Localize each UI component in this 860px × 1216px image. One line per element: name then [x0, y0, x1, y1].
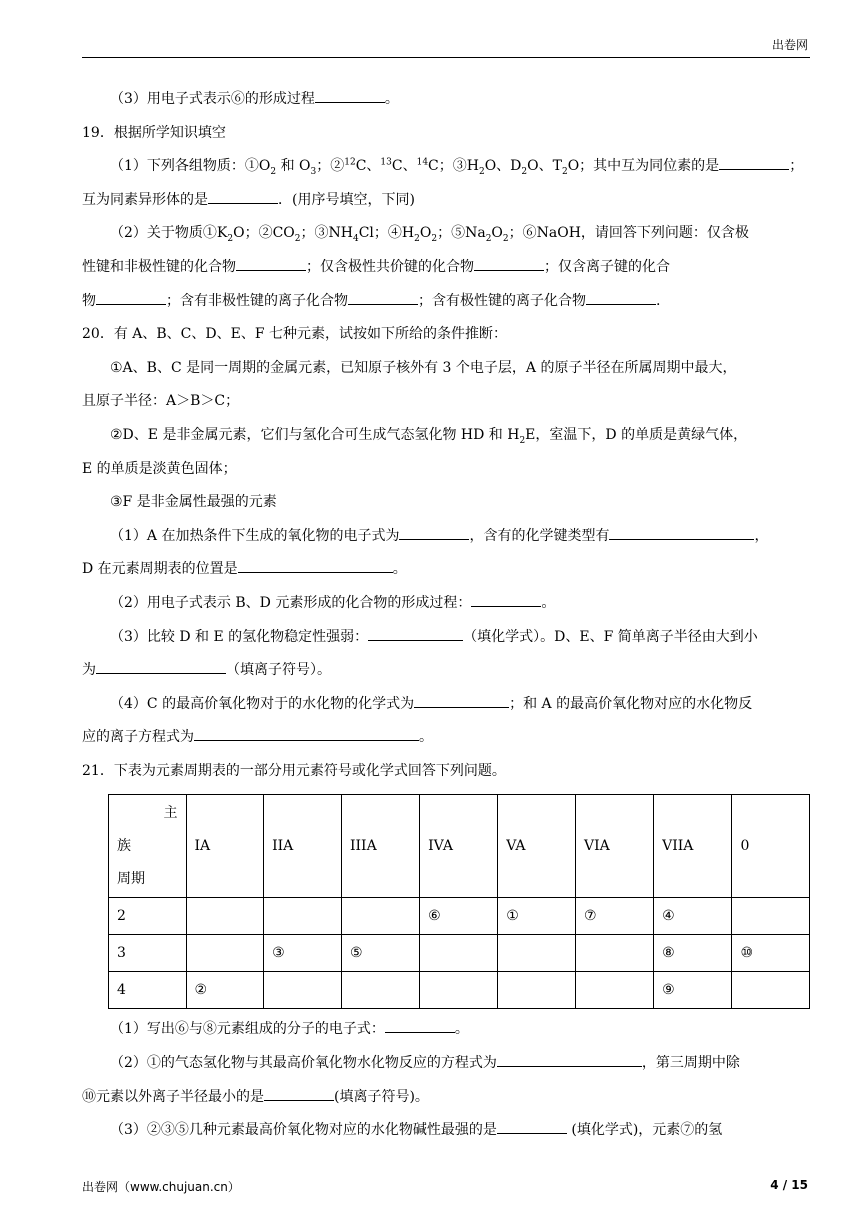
- q21-part3: （3）②③⑤几种元素最高价氧化物对应的水化物碱性最强的是 (填化学式)，元素⑦的氢: [82, 1114, 810, 1148]
- q20-part4: （4）C 的最高价氧化物对于的水化物的化学式为 ；和 A 的最高价氧化物对应的水化物反 应的离子方程式为 。: [82, 688, 810, 755]
- period-cell: 3: [109, 935, 187, 972]
- q20-part1: （1）A 在加热条件下生成的氧化物的电子式为 ，含有的化学键类型有 ， D 在元素周期表的位置是 。: [82, 520, 810, 587]
- answer-blank[interactable]: [497, 1050, 642, 1067]
- element-cell: ⑧: [654, 935, 732, 972]
- element-cell: ⑩: [732, 935, 810, 972]
- element-cell: [420, 972, 498, 1009]
- answer-blank[interactable]: [315, 86, 385, 103]
- element-cell: ④: [654, 898, 732, 935]
- group-header: IIA: [264, 795, 342, 898]
- q20-title: 20．有 A、B、C、D、E、F 七种元素，试按如下所给的条件推断：: [82, 326, 507, 343]
- header-divider: [82, 57, 810, 58]
- answer-blank[interactable]: [348, 288, 418, 305]
- group-header: VIIA: [654, 795, 732, 898]
- answer-blank-allotrope[interactable]: [208, 187, 278, 204]
- element-cell: [186, 898, 264, 935]
- answer-blank[interactable]: [368, 624, 463, 641]
- answer-blank[interactable]: [399, 523, 469, 540]
- answer-blank[interactable]: [194, 724, 419, 741]
- element-cell: ⑥: [420, 898, 498, 935]
- group-header: IIIA: [341, 795, 419, 898]
- page-number: 4 / 15: [770, 1178, 808, 1192]
- header-brand: 出卷网: [771, 38, 808, 52]
- element-cell: [264, 972, 342, 1009]
- group-header: VA: [498, 795, 576, 898]
- answer-blank[interactable]: [609, 523, 754, 540]
- q21-part2: （2）①的气态氢化物与其最高价氧化物水化物反应的方程式为 ，第三周期中除 ⑩元素以外离子半径最小的是 (填离子符号)。: [82, 1047, 810, 1114]
- q19-part2: （2）关于物质$①K_2O$；$②CO_2$；$③NH_4Cl$；$④H_2O_2$；$⑤Na_2O_2$；⑥NaOH，请回答下列问题：仅含极 性键和非极性键的化合物 ；仅含极性共价键的化合物 ；仅含离子键的化合 物 ；含有非极性键的离子化合物 ；含有极性键的离子化合物 .: [82, 225, 749, 309]
- element-cell: [264, 898, 342, 935]
- element-cell: [575, 972, 653, 1009]
- answer-blank[interactable]: [96, 288, 166, 305]
- element-cell: [420, 935, 498, 972]
- q20-condition3: ③F 是非金属性最强的元素: [110, 494, 277, 511]
- element-cell: [498, 972, 576, 1009]
- element-cell: [575, 935, 653, 972]
- period-cell: 4: [109, 972, 187, 1009]
- corner-label: 周期: [117, 870, 145, 887]
- answer-blank[interactable]: [497, 1117, 567, 1134]
- element-cell: ⑨: [654, 972, 732, 1009]
- answer-blank[interactable]: [236, 254, 306, 271]
- answer-blank[interactable]: [238, 556, 393, 573]
- footer-site: 出卷网（www.chujuan.cn）: [82, 1180, 240, 1194]
- periodic-table: [108, 794, 810, 1009]
- group-header: VIA: [575, 795, 653, 898]
- answer-blank[interactable]: [414, 691, 509, 708]
- answer-blank[interactable]: [264, 1084, 334, 1101]
- corner-label: 族: [117, 837, 131, 854]
- document-body: [82, 83, 810, 1148]
- element-cell: [186, 935, 264, 972]
- period-cell: 2: [109, 898, 187, 935]
- element-cell: ①: [498, 898, 576, 935]
- q19-title: 19．根据所学知识填空: [82, 124, 226, 141]
- table-row: [109, 898, 810, 935]
- answer-blank[interactable]: [474, 254, 544, 271]
- answer-blank-isotope[interactable]: [719, 153, 789, 170]
- element-cell: ⑤: [341, 935, 419, 972]
- table-row: [109, 972, 810, 1009]
- answer-blank[interactable]: [471, 590, 541, 607]
- answer-blank[interactable]: [96, 657, 226, 674]
- answer-blank[interactable]: [385, 1016, 455, 1033]
- corner-label: 主: [163, 804, 178, 821]
- group-header: IVA: [420, 795, 498, 898]
- element-cell: [498, 935, 576, 972]
- element-cell: [732, 972, 810, 1009]
- q18-part3: （3）用电子式表示⑥的形成过程 。: [82, 83, 810, 117]
- element-cell: ③: [264, 935, 342, 972]
- q20-part3: （3）比较 D 和 E 的氢化物稳定性强弱： （填化学式）。D、E、F 简单离子半径由大到小 为 （填离子符号）。: [82, 621, 810, 688]
- q21-part1: （1）写出⑥与⑧元素组成的分子的电子式： 。: [82, 1013, 810, 1047]
- q19-part1: （1）下列各组物质：$①O_2$ 和 $O_3$；②$^{12}$C、$^{13}$C、$^{14}$C；$③H_2O$、$D_2O$、$T_2O$；其中互为同位素的是 ； 互为同素异形体的是 ．(用序号填空，下同): [82, 150, 810, 217]
- element-cell: [732, 898, 810, 935]
- q20-condition2: ②D、E 是非金属元素，它们与氢化合可生成气态氢化物 HD 和 $H_2E$，室温下，D 的单质是黄绿气体， E 的单质是淡黄色固体；: [82, 426, 748, 477]
- answer-blank[interactable]: [586, 288, 656, 305]
- table-header-row: [109, 795, 810, 898]
- element-cell: [341, 898, 419, 935]
- group-header: 0: [732, 795, 810, 898]
- q21-title: 21．下表为元素周期表的一部分用元素符号或化学式回答下列问题。: [82, 762, 506, 779]
- table-corner-cell: [109, 795, 187, 898]
- q20-condition1: ①A、B、C 是同一周期的金属元素，已知原子核外有 3 个电子层，A 的原子半径在所属周期中最大， 且原子半径：A＞B＞C；: [82, 359, 737, 410]
- q20-part2: （2）用电子式表示 B、D 元素形成的化合物的形成过程： 。: [82, 587, 810, 621]
- element-cell: ②: [186, 972, 264, 1009]
- element-cell: [341, 972, 419, 1009]
- group-header: IA: [186, 795, 264, 898]
- table-row: [109, 935, 810, 972]
- element-cell: ⑦: [575, 898, 653, 935]
